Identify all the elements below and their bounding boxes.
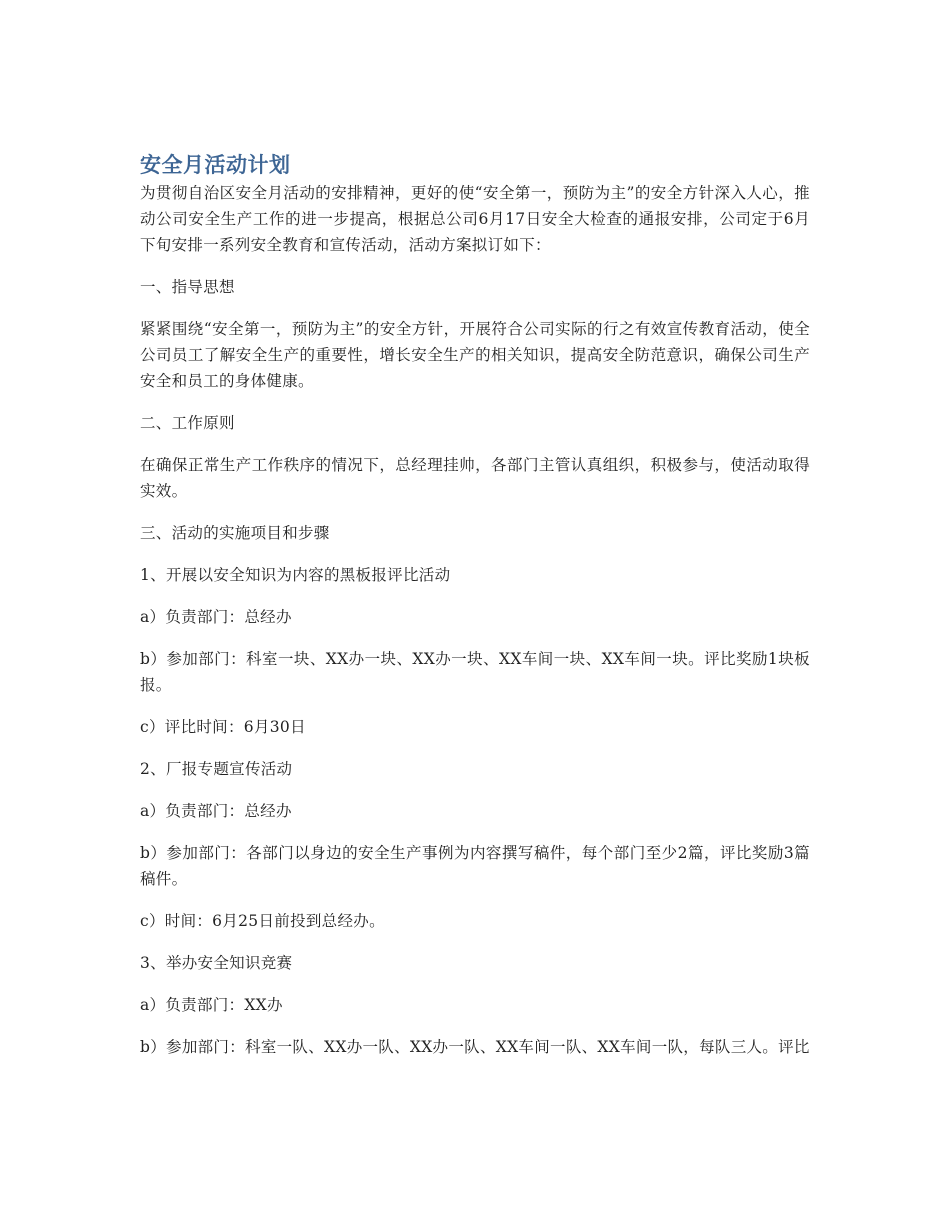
item-2-heading: 2、厂报专题宣传活动 [140, 760, 293, 778]
item-3-heading: 3、举办安全知识竞赛 [140, 954, 293, 972]
item-1-responsible: a）负责部门：总经办 [140, 608, 292, 626]
section-heading-implementation: 三、活动的实施项目和步骤 [140, 524, 330, 542]
item-1-heading: 1、开展以安全知识为内容的黑板报评比活动 [140, 566, 451, 584]
item-2-participants: b）参加部门：各部门以身边的安全生产事例为内容撰写稿件，每个部门至少2篇，评比奖励3篇稿件。 [140, 844, 810, 888]
document-title: 安全月活动计划 [140, 153, 291, 177]
document-page [140, 150, 810, 1076]
section-heading-guiding-ideology: 一、指导思想 [140, 278, 235, 296]
guiding-ideology-paragraph: 紧紧围绕“安全第一，预防为主”的安全方针，开展符合公司实际的行之有效宣传教育活动，使全公司员工了解安全生产的重要性，增长安全生产的相关知识，提高安全防范意识，确保公司生产安全和员工的身体健康。 [140, 320, 810, 390]
intro-paragraph: 为贯彻自治区安全月活动的安排精神，更好的使“安全第一，预防为主”的安全方针深入人心，推动公司安全生产工作的进一步提高，根据总公司6月17日安全大检查的通报安排，公司定于6月下旬安排一系列安全教育和宣传活动，活动方案拟订如下： [140, 184, 810, 254]
item-3-responsible: a）负责部门：XX办 [140, 996, 283, 1014]
item-1-time: c）评比时间：6月30日 [140, 718, 306, 736]
section-heading-work-principles: 二、工作原则 [140, 414, 235, 432]
item-1-participants: b）参加部门：科室一块、XX办一块、XX办一块、XX车间一块、XX车间一块。评比奖励1块板报。 [140, 650, 810, 694]
item-3-participants: b）参加部门：科室一队、XX办一队、XX办一队、XX车间一队、XX车间一队，每队三人。评比 [140, 1038, 810, 1056]
item-2-responsible: a）负责部门：总经办 [140, 802, 292, 820]
item-2-time: c）时间：6月25日前投到总经办。 [140, 912, 385, 930]
work-principles-paragraph: 在确保正常生产工作秩序的情况下，总经理挂帅，各部门主管认真组织，积极参与，使活动取得实效。 [140, 456, 810, 500]
